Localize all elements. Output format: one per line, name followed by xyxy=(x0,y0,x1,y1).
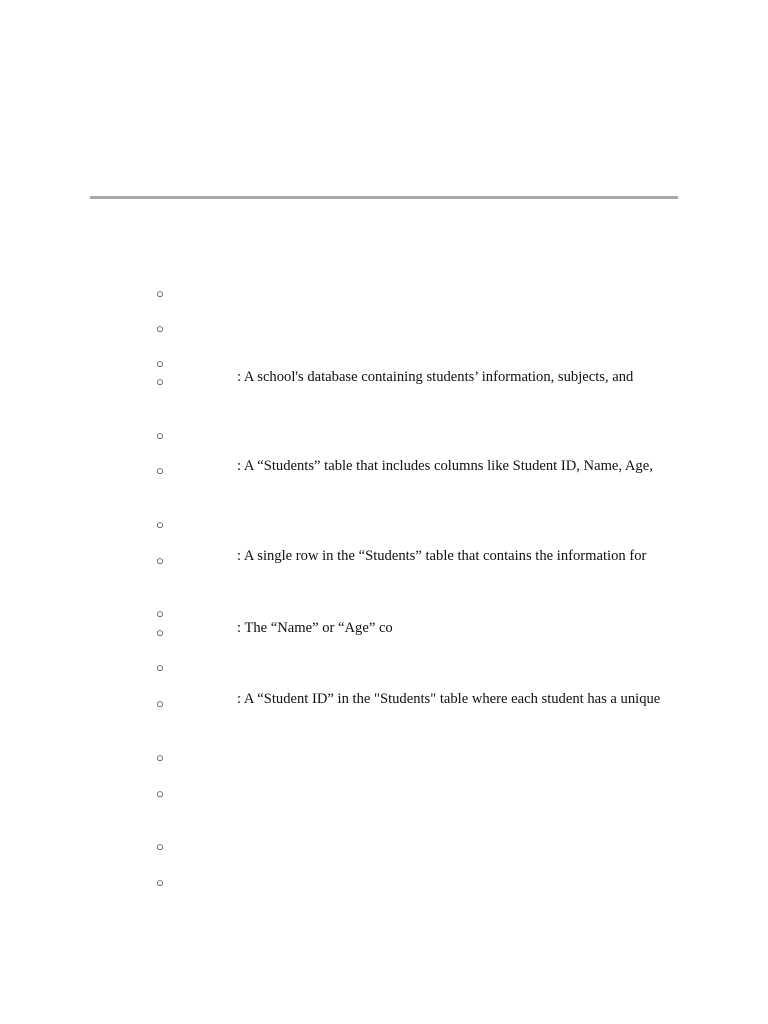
list-item-text: : A “Students” table that includes columns like Student ID, Name, Age, xyxy=(237,458,653,474)
horizontal-divider xyxy=(90,196,678,199)
hollow-bullet-icon: ○ xyxy=(156,696,164,711)
list-item-text: : A “Student ID” in the "Students" table where each student has a unique xyxy=(237,691,661,707)
hollow-bullet-icon: ○ xyxy=(156,606,164,621)
hollow-bullet-icon: ○ xyxy=(156,428,164,443)
list-item xyxy=(0,620,768,646)
list-item xyxy=(0,369,768,395)
list-item xyxy=(0,787,768,807)
hollow-bullet-icon: ○ xyxy=(156,553,164,568)
list-item xyxy=(0,691,768,717)
list-item xyxy=(0,876,768,896)
list-item-text: : The “Name” or “Age” co xyxy=(237,620,393,636)
hollow-bullet-icon: ○ xyxy=(156,786,164,801)
list-item-text: : A single row in the “Students” table that contains the information for xyxy=(237,548,647,564)
hollow-bullet-icon: ○ xyxy=(156,625,164,640)
hollow-bullet-icon: ○ xyxy=(156,286,164,301)
hollow-bullet-icon: ○ xyxy=(156,875,164,890)
hollow-bullet-icon: ○ xyxy=(156,356,164,371)
hollow-bullet-icon: ○ xyxy=(156,750,164,765)
list-item xyxy=(0,518,768,538)
list-item xyxy=(0,661,768,681)
list-item-text: : A school's database containing students’ information, subjects, and xyxy=(237,369,634,385)
list-item xyxy=(0,840,768,860)
list-item xyxy=(0,322,768,342)
hollow-bullet-icon: ○ xyxy=(156,839,164,854)
list-item xyxy=(0,548,768,574)
list-item xyxy=(0,751,768,771)
hollow-bullet-icon: ○ xyxy=(156,660,164,675)
list-item xyxy=(0,287,768,307)
hollow-bullet-icon: ○ xyxy=(156,321,164,336)
list-item xyxy=(0,458,768,484)
hollow-bullet-icon: ○ xyxy=(156,517,164,532)
hollow-bullet-icon: ○ xyxy=(156,374,164,389)
list-item xyxy=(0,429,768,449)
hollow-bullet-icon: ○ xyxy=(156,463,164,478)
